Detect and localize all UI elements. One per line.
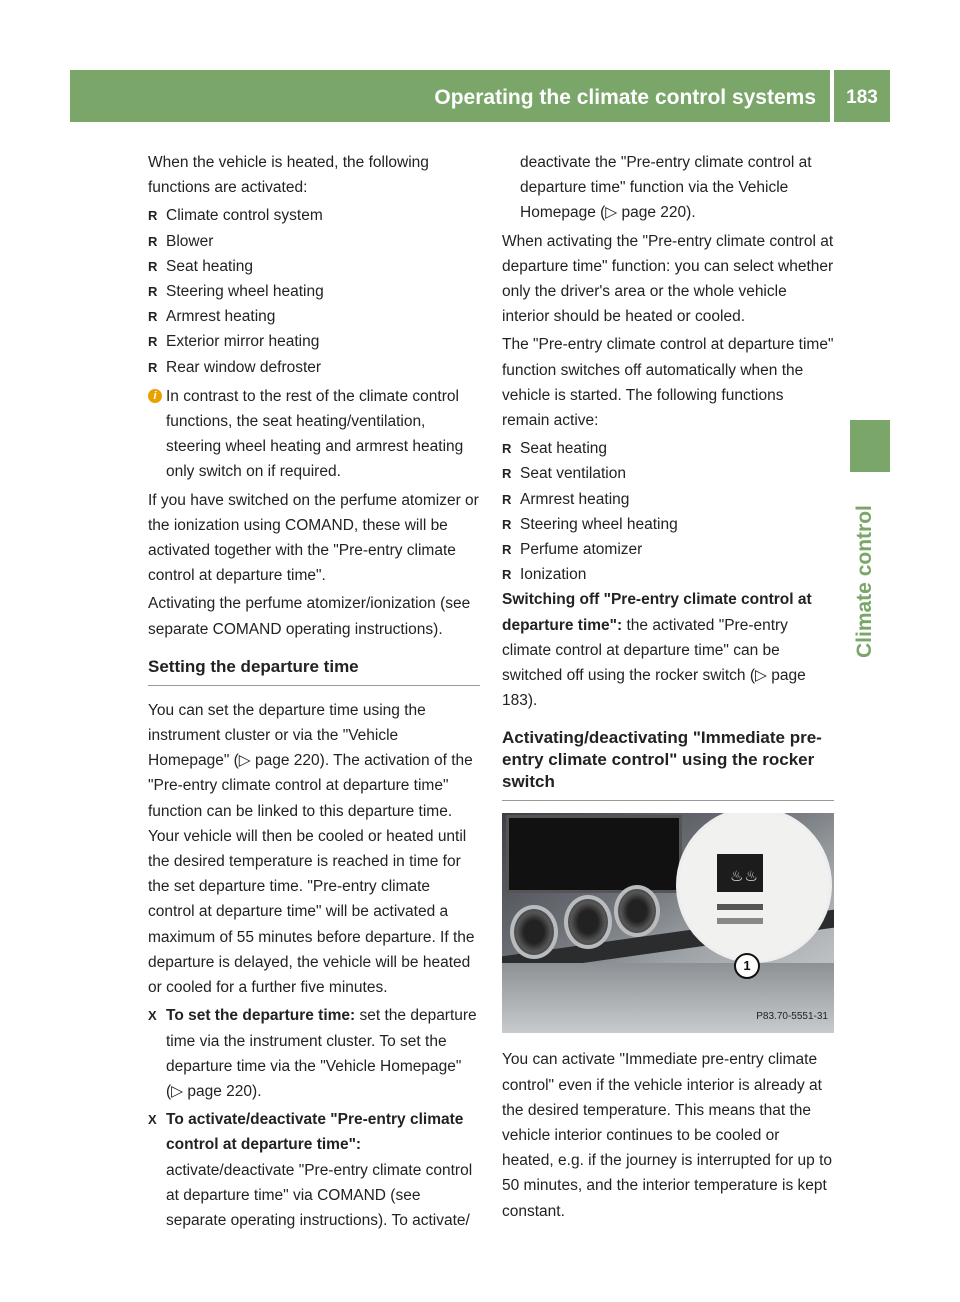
display-screen xyxy=(506,815,682,893)
section-heading: Activating/deactivating "Immediate pre-entry climate control" using the rocker switch xyxy=(502,727,834,801)
list-item: R Steering wheel heating xyxy=(502,512,834,537)
list-item: R Seat heating xyxy=(502,436,834,461)
info-icon: i xyxy=(148,389,162,403)
departure-paragraph: You can set the departure time using the instrument cluster or via the "Vehicle Homepage" (▷ page 220). The activation of the "Pre-entry climate control at departure time" function can be linked to this departure time. Your vehicle will then be cooled or heated until the desired temperature is reached in time for the set departure time. "Pre-entry climate control at departure time" will be activated a maximum of 55 minutes before departure. If the departure is delayed, the vehicle will be heated or cooled for a further five minutes. xyxy=(148,701,475,997)
action-text: set the departure time via the instrument cluster. To set the departure time via the "Vehicle Homepage" (▷ page 220). xyxy=(166,1007,477,1100)
switching-off-title: Switching off "Pre-entry climate control at departure time": xyxy=(502,591,812,634)
page-header xyxy=(70,70,890,122)
list-item: R Rear window defroster xyxy=(148,355,480,380)
left-column xyxy=(148,150,480,1236)
action-marker: X xyxy=(148,1112,157,1128)
action-text: activate/deactivate "Pre-entry climate control at departure time" via COMAND (see separate operating instructions). To activate/ xyxy=(166,1161,473,1229)
list-item: R Climate control system xyxy=(148,203,480,228)
activation-paragraph: When activating the "Pre-entry climate control at departure time" function: you can select whether only the driver's area or the whole vehicle interior should be heated or cooled. xyxy=(502,232,834,326)
callout-marker: 1 xyxy=(734,953,760,979)
perfume-paragraph: If you have switched on the perfume atomizer or the ionization using COMAND, these will be activated together with the "Pre-entry climate control at departure time". xyxy=(148,491,479,585)
switch-segment xyxy=(717,904,763,910)
perfume-reference: Activating the perfume atomizer/ionization (see separate COMAND operating instructions). xyxy=(148,595,471,638)
list-item: R Ionization xyxy=(502,562,834,587)
list-item: R Exterior mirror heating xyxy=(148,329,480,354)
list-item: R Armrest heating xyxy=(502,487,834,512)
activated-functions-list xyxy=(148,203,480,379)
section-heading: Setting the departure time xyxy=(148,656,480,686)
climate-switch-icon: ♨♨ xyxy=(717,854,763,892)
switch-off-paragraph: The "Pre-entry climate control at departure time" function switches off automatically when the vehicle is started. The following functions remain active: xyxy=(502,336,834,430)
list-item: R Blower xyxy=(148,229,480,254)
list-item: R Seat ventilation xyxy=(502,461,834,486)
action-title: To activate/deactivate "Pre-entry climate control at departure time": xyxy=(166,1111,464,1154)
right-column xyxy=(502,150,834,1227)
list-item: R Seat heating xyxy=(148,254,480,279)
action-marker: X xyxy=(148,1008,157,1024)
active-functions-list xyxy=(502,436,834,587)
immediate-paragraph: You can activate "Immediate pre-entry climate control" even if the vehicle interior is already at the desired temperature. This means that the vehicle interior continues to be cooled or heated, e.g. if the journey is interrupted for up to 50 minutes, and the interior temperature is kept constant. xyxy=(502,1051,833,1220)
action-step xyxy=(148,1107,480,1233)
page-header-title: Operating the climate control systems xyxy=(434,86,816,109)
list-item: R Steering wheel heating xyxy=(148,279,480,304)
switch-segment xyxy=(717,918,763,924)
continued-paragraph: deactivate the "Pre-entry climate control at departure time" function via the Vehicle Homepage (▷ page 220). xyxy=(520,154,812,222)
action-title: To set the departure time: xyxy=(166,1007,356,1025)
rocker-switch-photo xyxy=(502,813,834,1033)
list-item: R Perfume atomizer xyxy=(502,537,834,562)
info-text: In contrast to the rest of the climate control functions, the seat heating/ventilation, steering wheel heating and armrest heating only switch on if required. xyxy=(166,387,464,481)
side-tab-block xyxy=(850,420,890,472)
action-step xyxy=(148,1003,480,1104)
switching-off-text: the activated "Pre-entry climate control at departure time" can be switched off using the rocker switch (▷ page 183). xyxy=(502,616,806,710)
magnified-detail xyxy=(676,813,832,963)
image-code: P83.70-5551-31 xyxy=(756,1011,828,1023)
side-tab-label: Climate control xyxy=(853,505,876,658)
intro-paragraph: When the vehicle is heated, the following functions are activated: xyxy=(148,154,429,197)
air-vent xyxy=(614,885,660,937)
list-item: R Armrest heating xyxy=(148,304,480,329)
info-note xyxy=(148,384,480,485)
switching-off-paragraph xyxy=(502,587,834,713)
page-number: 183 xyxy=(846,87,878,108)
